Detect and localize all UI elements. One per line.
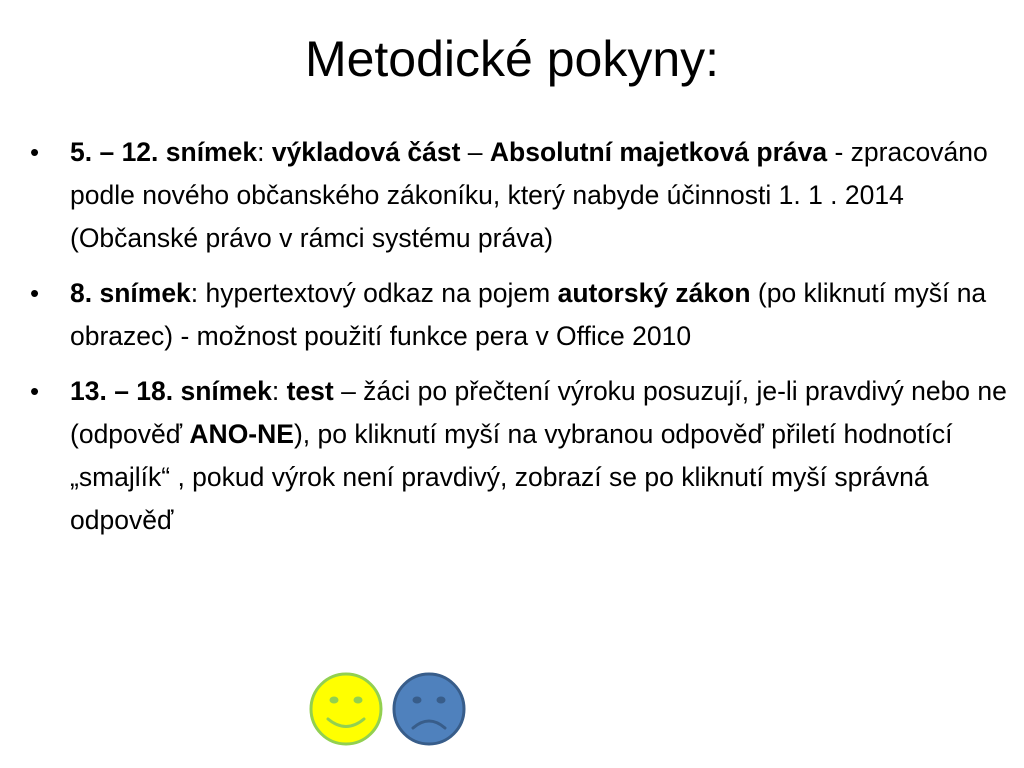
- bullet-icon: •: [30, 376, 40, 406]
- sad-smiley-face: [394, 674, 464, 744]
- bullet-text-segment: ANO-NE: [189, 419, 294, 449]
- bullet-item: [28, 131, 1018, 260]
- bullet-text-segment: Absolutní majetková práva: [489, 137, 828, 167]
- happy-smiley-icon[interactable]: [308, 672, 384, 746]
- bullet-text-segment: výkladová část: [271, 137, 461, 167]
- bullet-icon: •: [30, 137, 40, 167]
- sad-smiley-right-eye: [437, 697, 446, 704]
- slide-title: Metodické pokyny:: [304, 31, 720, 87]
- bullet-list: [28, 131, 1018, 554]
- bullet-text-segment: : hypertextový odkaz na pojem: [190, 278, 558, 308]
- bullet-text-segment: test: [286, 376, 334, 406]
- happy-smiley-left-eye: [330, 697, 339, 704]
- bullet-text-segment: –: [460, 137, 490, 167]
- bullet-icon: •: [30, 278, 40, 308]
- bullet-text-segment: 8. snímek: [70, 278, 191, 308]
- bullet-text-segment: ), po kliknutí myší na vybranou odpověď přiletí hodnotící „smajlík“ , pokud výrok není pravdivý, zobrazí se po kliknutí myší správná odpověď: [70, 419, 953, 535]
- smiley-group: [308, 672, 468, 746]
- bullet-text-segment: :: [271, 376, 287, 406]
- sad-smiley-icon[interactable]: [391, 672, 467, 746]
- sad-smiley-left-eye: [413, 697, 422, 704]
- bullet-text-segment: - zpracováno podle nového občanského zákoníku, který nabyde účinnosti 1. 1 . 2014 (Občanské právo v rámci systému práva): [70, 137, 988, 253]
- bullet-item: [28, 370, 1018, 542]
- bullet-text-segment: :: [257, 137, 272, 167]
- happy-smiley-face: [311, 674, 381, 744]
- bullet-text-segment: autorský zákon: [557, 278, 751, 308]
- happy-smiley-right-eye: [354, 697, 363, 704]
- bullet-text-segment: – žáci po přečtení výroku posuzují, je-li pravdivý nebo ne (odpověď: [70, 376, 1007, 449]
- bullet-item: [28, 272, 1018, 358]
- bullet-text-segment: 5. – 12. snímek: [70, 137, 258, 167]
- bullet-text-segment: (po kliknutí myší na obrazec) - možnost použití funkce pera v Office 2010: [70, 278, 987, 351]
- bullet-text-segment: 13. – 18. snímek: [70, 376, 272, 406]
